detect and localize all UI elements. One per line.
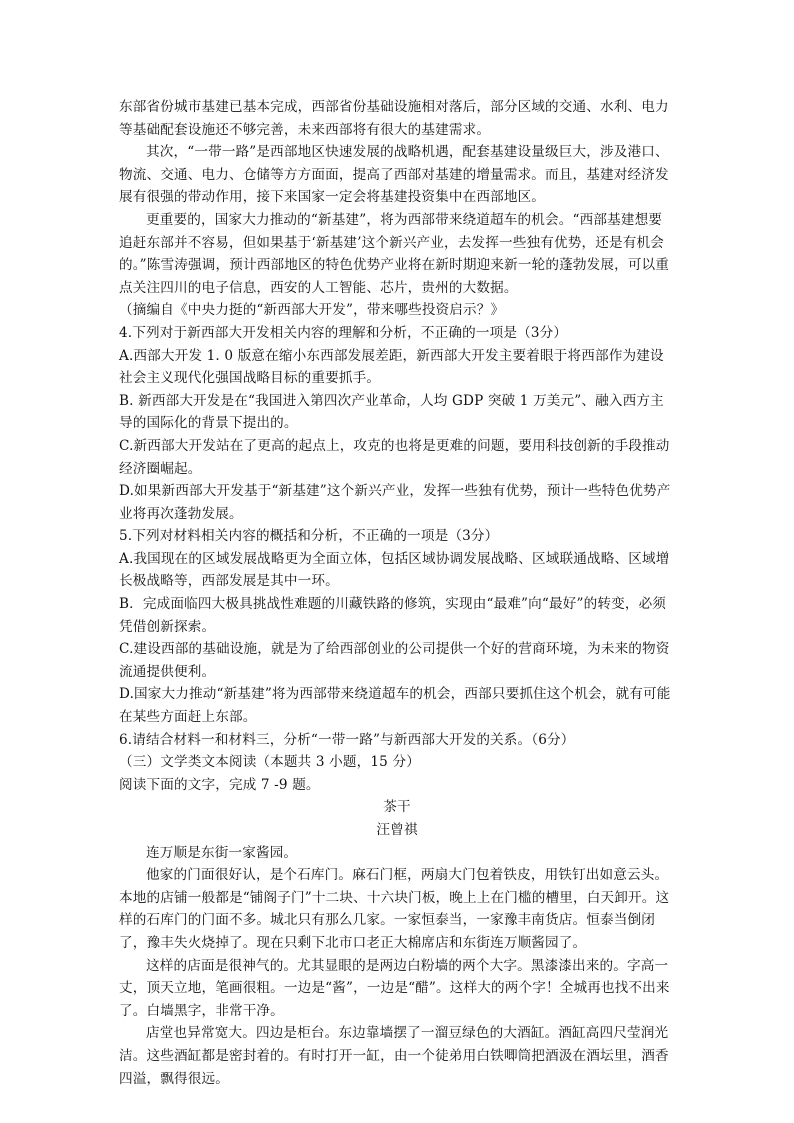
story-paragraph: 他家的门面很好认，是个石库门。麻石门框，两扇大门包着铁皮，用铁钉出如意云头。本地的店铺一般都是“铺阁子门”十二块、十六块门板，晚上上在门槛的槽里，白天卸开。这样的石库门的门面不多。城北只有那么几家。一家恒泰当，一家豫丰南货店。恒泰当倒闭了，豫丰失火烧掉了。现在只剩下北市口老正大棉席店和东街连万顺酱园了。 <box>119 867 670 951</box>
question-4-option-c: C.新西部大开发站在了更高的起点上，攻克的也将是更难的问题，要用科技创新的手段推动经济圈崛起。 <box>119 437 670 477</box>
question-6: 6.请结合材料一和材料三，分析“一带一路”与新西部大开发的关系。（6分） <box>119 731 575 748</box>
story-author: 汪曾祺 <box>376 822 418 838</box>
reading-instruction: 阅读下面的文字，完成 7 -9 题。 <box>119 776 320 793</box>
question-5-option-d: D.国家大力推动“新基建”将为西部带来绕道超车的机会，西部只要抓住这个机会，就有可能在某些方面赶上东部。 <box>119 686 671 726</box>
section-heading: （三）文学类文本阅读（本题共 3 小题，15 分） <box>119 754 420 771</box>
question-5-option-a: A.我国现在的区域发展战略更为全面立体，包括区域协调发展战略、区域联通战略、区域增长极战略等，西部发展是其中一环。 <box>119 550 670 590</box>
question-5: 5.下列对材料相关内容的概括和分析，不正确的一项是（3分） <box>119 528 499 545</box>
story-paragraph: 连万顺是东街一家酱园。 <box>146 844 298 861</box>
question-5-option-c: C.建设西部的基础设施，就是为了给西部创业的公司提供一个好的营商环境，为未来的物资流通提供便利。 <box>119 641 670 680</box>
question-4-option-b: B. 新西部大开发是在“我国进入第四次产业革命，人均 GDP 突破 1 万美元”、融入西方主导的国际化的背景下提出的。 <box>119 392 664 432</box>
body-paragraph: 更重要的，国家大力推动的“新基建”，将为西部带来绕道超车的机会。“西部基建想要追赶东部并不容易，但如果基于‘新基建’这个新兴产业，去发挥一些独有优势，还是有机会的。”陈雪涛强调，预计西部地区的特色优势产业将在新时期迎来新一轮的蓬勃发展，可以重点关注四川的电子信息，西安的人工智能、芯片，贵州的大数据。 <box>119 211 670 296</box>
question-4: 4.下列对于新西部大开发相关内容的理解和分析，不正确的一项是（3分） <box>119 324 568 341</box>
story-title: 茶干 <box>383 799 411 816</box>
body-paragraph: 其次，“一带一路”是西部地区快速发展的战略机遇，配套基建设量级巨大，涉及港口、物流、交通、电力、仓储等方方面面，提高了西部对基建的增量需求。而且，基建对经济发展有很强的带动作用，接下来国家一定会将基建投资集中在西部地区。 <box>119 144 669 206</box>
story-paragraph: 店堂也异常宽大。四边是柜台。东边靠墙摆了一溜豆绿色的大酒缸。酒缸高四尺莹润光洁。这些酒缸都是密封着的。有时打开一缸，由一个徒弟用白铁唧筒把酒汲在酒坛里，酒香四溢，飘得很远。 <box>119 1025 669 1087</box>
question-4-option-d: D.如果新西部大开发基于“新基建”这个新兴产业，发挥一些独有优势，预计一些特色优势产业将再次蓬勃发展。 <box>119 483 671 522</box>
document-body <box>119 96 675 1090</box>
question-5-option-b: B．完成面临四大极具挑战性难题的川藏铁路的修筑，实现由“最难”向“最好”的转变，必须凭借创新探索。 <box>119 596 667 635</box>
story-paragraph: 这样的店面是很神气的。尤其显眼的是两边白粉墙的两个大字。黑漆漆出来的。字高一丈，顶天立地，笔画很粗。一边是“酱”，一边是“醋”。这样大的两个字！全城再也找不出来了。白墙黑字，非常干净。 <box>119 957 670 1019</box>
question-4-option-a: A.西部大开发 1. 0 版意在缩小东西部发展差距，新西部大开发主要着眼于将西部作为建设社会主义现代化强国战略目标的重要抓手。 <box>119 347 664 387</box>
source-citation: （摘编自《中央力挺的“新西部大开发”，带来哪些投资启示？》 <box>119 302 505 319</box>
body-paragraph: 东部省份城市基建已基本完成，西部省份基础设施相对落后，部分区域的交通、水利、电力等基础配套设施还不够完善，未来西部将有很大的基建需求。 <box>119 99 669 138</box>
